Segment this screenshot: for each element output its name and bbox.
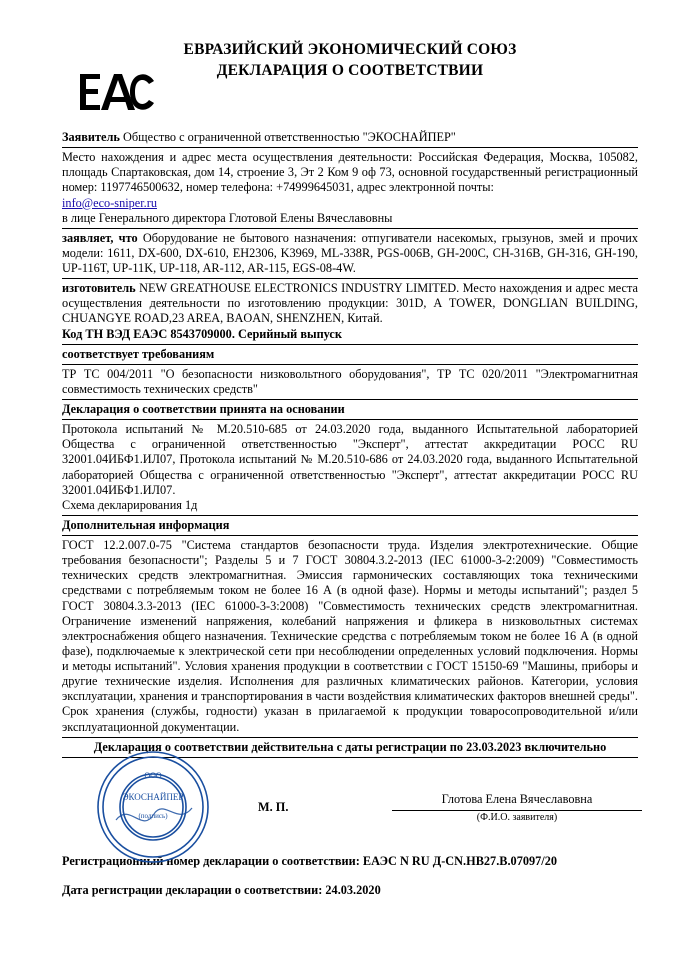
scheme-row <box>62 498 638 513</box>
divider <box>62 147 638 148</box>
divider <box>62 737 638 738</box>
conformity-label-row <box>62 347 638 362</box>
divider <box>62 278 638 279</box>
applicant-representative <box>62 211 638 226</box>
tnved-row <box>62 327 638 342</box>
basis-label-row <box>62 402 638 417</box>
basis-text: Протокола испытаний № М.20.510-685 от 24.03.2020 года, выданного Испытательной лабораторией Общества с ограниченной ответственностью "Эксперт", аттестат аккредитации РОСС RU 32001.04ИБФ1.ИЛ07, Протокола испытаний № М.20.510-686 от 24.03.2020 года, выданного Испытательной лабораторией Общества с ограниченной ответственностью "Эксперт", аттестат аккредитации РОСС RU 32001.04ИБФ1.ИЛ07. <box>62 422 638 497</box>
svg-text:(подпись): (подпись) <box>138 811 168 820</box>
registration-number-label: Регистрационный номер декларации о соответствии: <box>62 853 360 868</box>
conformity-text: ТР ТС 004/2011 "О безопасности низковольтного оборудования", ТР ТС 020/2011 "Электромагнитная совместимость технических средств" <box>62 366 638 396</box>
applicant-row <box>62 130 638 145</box>
header-line-1: ЕВРАЗИЙСКИЙ ЭКОНОМИЧЕСКИЙ СОЮЗ <box>183 41 517 58</box>
applicant-label: Заявитель <box>62 130 120 144</box>
divider <box>62 535 638 536</box>
declares-text: Оборудование не бытового назначения: отпугиватели насекомых, грызунов, змей и прочих модели: 1611, DX-600, DX-610, EH2306, K3969, ML-338R, PGS-006B, GH-200C, CH-316B, GH-316, GH-190, UP-116T, UP-11K, UP-118, AR-112, AR-115, EGS-08-4W. <box>62 230 638 275</box>
applicant-address <box>62 150 638 211</box>
header-line-2: ДЕКЛАРАЦИЯ О СООТВЕТСТВИИ <box>216 61 484 79</box>
eac-logo <box>78 72 156 112</box>
basis-label: Декларация о соответствии принята на основании <box>62 402 345 416</box>
divider <box>62 515 638 516</box>
signature-area <box>62 766 638 852</box>
registration-date-value: 24.03.2020 <box>325 882 381 897</box>
svg-text:ЭКОСНАЙПЕР: ЭКОСНАЙПЕР <box>122 791 184 802</box>
applicant-email[interactable]: info@eco-sniper.ru <box>62 195 157 210</box>
stamp-label: М. П. <box>258 799 289 814</box>
applicant-representative-text: в лице Генерального директора Глотовой Елены Вячеславовны <box>62 210 393 225</box>
document-body <box>62 128 638 898</box>
signer-name: Глотова Елена Вячеславовна <box>441 791 593 806</box>
manufacturer-text: NEW GREATHOUSE ELECTRONICS INDUSTRY LIMITED. Место нахождения и адрес места осуществления деятельности по изготовлению продукции: 301D, A TOWER, DONGLIAN BUILDING, CHUANGYE ROAD,23 AREA, BAOAN, SHENZHEN, Китай. <box>62 281 638 326</box>
manufacturer-label: изготовитель <box>62 281 136 296</box>
company-stamp <box>94 748 212 866</box>
conformity-text-row <box>62 367 638 397</box>
conformity-label: соответствует требованиям <box>62 346 215 361</box>
signature-line <box>392 810 642 811</box>
divider <box>62 419 638 420</box>
registration-date-row <box>62 883 638 898</box>
manufacturer-row <box>62 281 638 326</box>
scheme-text: Схема декларирования 1д <box>62 497 198 512</box>
svg-text:ООО: ООО <box>144 770 162 780</box>
declares-row <box>62 231 638 276</box>
declares-label: заявляет, что <box>62 230 138 245</box>
basis-text-row <box>62 422 638 498</box>
signature-caption: (Ф.И.О. заявителя) <box>476 811 558 823</box>
applicant-address-text: Место нахождения и адрес места осуществления деятельности: Российская Федерация, Москва, 105082, площадь Спартаковская, дом 14, строение 3, Эт 2 Ком 9 оф 73, основной государственный регистрационный номер: 1197746500632, номер телефона: +74999645031, адрес электронной почты: <box>62 150 638 195</box>
applicant-value: Общество с ограниченной ответственностью "ЭКОСНАЙПЕР" <box>123 130 456 144</box>
registration-number-value: ЕАЭС N RU Д-CN.НВ27.В.07097/20 <box>362 853 557 868</box>
additional-label-row <box>62 518 638 533</box>
divider <box>62 228 638 229</box>
additional-text: ГОСТ 12.2.007.0-75 "Система стандартов безопасности труда. Изделия электротехнические. Общие требования безопасности"; Разделы 5 и 7 ГОСТ 30804.3.2-2013 (IEC 61000-3-2:2009) "Совместимость технических средств электромагнитная. Эмиссия гармонических составляющих тока техническими средствами с потребляемым током не более 16 А (в одной фазе). Нормы и методы испытаний"; раздел 5 ГОСТ 30804.3.3-2013 (IEC 61000-3-3:2008) "Совместимость технических средств электромагнитная. Ограничение изменений напряжения, колебаний напряжения и фликера в низковольтных системах электроснабжения общего назначения. Технические средства с потребляемым током не более 16 А (в одной фазе), подключаемые к электрической сети при несоблюдении определенных условий подключения. Нормы и методы испытаний". Условия хранения продукции в соответствии с ГОСТ 15150-69 "Машины, приборы и другие технические изделия. Исполнения для различных климатических районов. Категории, условия эксплуатации, хранения и транспортирования в части воздействия климатических факторов внешней среды". Срок хранения (службы, годности) указан в прилагаемой к продукции товаросопроводительной и/или эксплуатационной документации. <box>62 538 638 734</box>
tnved-text: Код ТН ВЭД ЕАЭС 8543709000. Серийный выпуск <box>62 326 342 341</box>
divider <box>62 364 638 365</box>
divider <box>62 344 638 345</box>
additional-text-row <box>62 538 638 735</box>
registration-date-label: Дата регистрации декларации о соответствии: <box>62 882 323 897</box>
divider <box>62 399 638 400</box>
additional-label: Дополнительная информация <box>62 517 230 532</box>
validity-text: Декларация о соответствии действительна с даты регистрации по 23.03.2023 включительно <box>93 739 607 754</box>
